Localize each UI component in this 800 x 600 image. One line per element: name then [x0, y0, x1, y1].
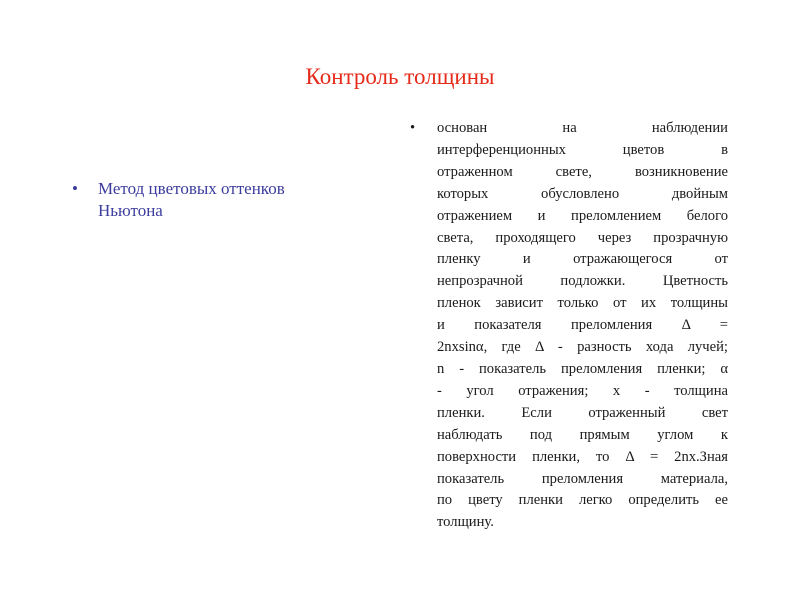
text-line: по цвету пленки легко определить ее	[437, 492, 728, 509]
right-column	[410, 118, 728, 534]
text-line: - угол отражения; х - толщина	[437, 382, 728, 399]
text-line: пленки. Если отраженный свет	[437, 404, 728, 421]
left-bullet-item	[72, 178, 352, 222]
slide-title: Контроль толщины	[305, 64, 495, 89]
text-line: 2nxsinα, где Δ - разность хода лучей;	[437, 339, 728, 356]
text-line: n - показатель преломления пленки; α	[437, 360, 728, 377]
text-line: толщину.	[437, 514, 494, 531]
text-line: интерференционных цветов в	[437, 141, 728, 158]
left-bullet-line: Метод цветовых оттенков	[98, 179, 285, 198]
text-line: отраженном свете, возникновение	[437, 163, 728, 180]
left-column	[72, 178, 352, 222]
bullet-marker: •	[72, 179, 78, 198]
left-bullet-line: Ньютона	[98, 201, 163, 220]
text-line: основан на наблюдении	[437, 120, 728, 136]
text-line: поверхности пленки, то Δ = 2nx.Зная	[437, 448, 728, 465]
text-line: пленку и отражающегося от	[437, 251, 728, 268]
text-line: непрозрачной подложки. Цветность	[437, 273, 728, 290]
text-line: света, проходящего через прозрачную	[437, 229, 728, 246]
text-line: отражением и преломлением белого	[437, 207, 728, 224]
right-bullet-text	[437, 118, 728, 534]
text-line: показатель преломления материала,	[437, 470, 728, 487]
right-bullet-item	[410, 118, 728, 534]
text-line: и показателя преломления Δ =	[437, 317, 728, 334]
text-line: которых обусловлено двойным	[437, 185, 728, 202]
bullet-marker: •	[410, 120, 416, 136]
text-line: пленок зависит только от их толщины	[437, 295, 728, 312]
text-line: наблюдать под прямым углом к	[437, 426, 728, 443]
